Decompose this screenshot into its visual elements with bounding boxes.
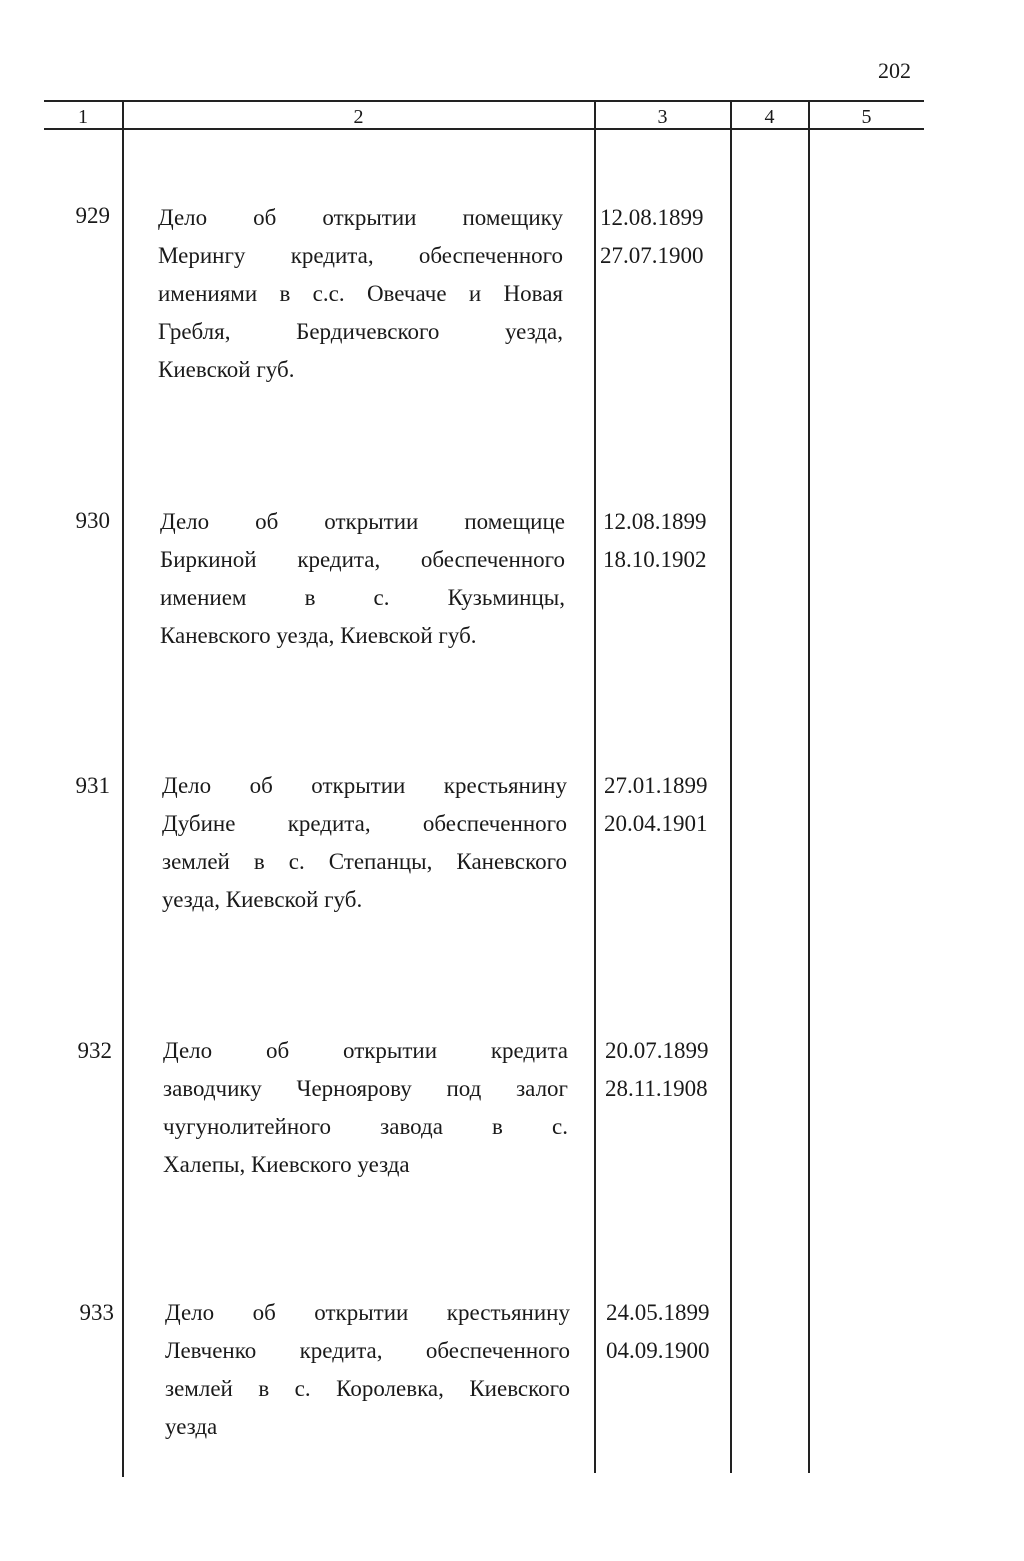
description-line: Гребля, Бердичевского уезда, [158, 319, 563, 344]
page-number: 202 [878, 58, 911, 83]
end-date: 20.04.1901 [604, 811, 708, 836]
record-description [158, 199, 563, 389]
description-line: имением в с. Кузьминцы, [160, 585, 565, 610]
description-line: заводчику Черноярову под залог [163, 1076, 568, 1101]
description-line: Дело об открытии помещику [158, 205, 563, 230]
column-header-2: 2 [353, 106, 364, 128]
end-date: 18.10.1902 [603, 547, 707, 572]
column-divider-2 [594, 101, 596, 1473]
record-number: 929 [75, 203, 110, 228]
column-divider-4 [808, 101, 810, 1473]
record-description [165, 1294, 570, 1446]
record-dates [600, 199, 704, 275]
description-line: Дело об открытии крестьянину [162, 773, 567, 798]
record-number: 930 [75, 508, 110, 533]
description-line: Дело об открытии кредита [163, 1038, 568, 1063]
description-line: уезда [165, 1414, 218, 1439]
description-line: землей в с. Королевка, Киевского [165, 1376, 570, 1401]
record-dates [605, 1032, 709, 1108]
start-date: 12.08.1899 [600, 205, 704, 230]
start-date: 20.07.1899 [605, 1038, 709, 1063]
record-description [160, 503, 565, 655]
description-line: имениями в с.с. Овечаче и Новая [158, 281, 563, 306]
column-divider-1 [122, 101, 124, 1477]
column-divider-3 [730, 101, 732, 1473]
record-dates [603, 503, 707, 579]
column-header-3: 3 [657, 106, 668, 128]
record-number: 931 [75, 773, 110, 798]
record-description [163, 1032, 568, 1184]
record-dates [606, 1294, 710, 1370]
end-date: 04.09.1900 [606, 1338, 710, 1363]
record-number: 932 [77, 1038, 112, 1063]
description-line: Каневского уезда, Киевской губ. [160, 623, 477, 648]
description-line: Дубине кредита, обеспеченного [162, 811, 567, 836]
description-line: чугунолитейного завода в с. [163, 1114, 568, 1139]
column-header-4: 4 [764, 106, 775, 128]
description-line: Халепы, Киевского уезда [163, 1152, 410, 1177]
end-date: 27.07.1900 [600, 243, 704, 268]
end-date: 28.11.1908 [605, 1076, 708, 1101]
description-line: Дело об открытии помещице [160, 509, 565, 534]
description-line: землей в с. Степанцы, Каневского [162, 849, 567, 874]
description-line: Левченко кредита, обеспеченного [165, 1338, 570, 1363]
start-date: 12.08.1899 [603, 509, 707, 534]
start-date: 24.05.1899 [606, 1300, 710, 1325]
column-header-5: 5 [861, 106, 872, 128]
description-line: Дело об открытии крестьянину [165, 1300, 570, 1325]
description-line: Киевской губ. [158, 357, 295, 382]
start-date: 27.01.1899 [604, 773, 708, 798]
description-line: уезда, Киевской губ. [162, 887, 363, 912]
description-line: Мерингу кредита, обеспеченного [158, 243, 563, 268]
column-header-1: 1 [78, 106, 88, 128]
description-line: Биркиной кредита, обеспеченного [160, 547, 565, 572]
record-dates [604, 767, 708, 843]
record-description [162, 767, 567, 919]
table-top-rule [44, 100, 924, 102]
record-number: 933 [79, 1300, 114, 1325]
